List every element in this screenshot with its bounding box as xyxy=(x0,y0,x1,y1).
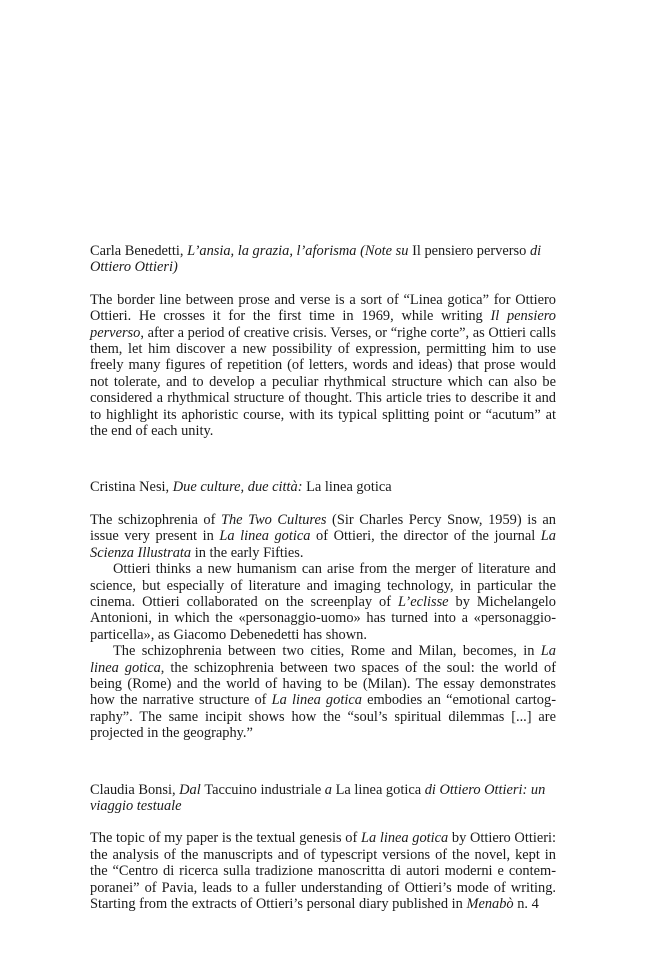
author-name: Cristina Nesi, xyxy=(90,479,173,496)
book-title: Il pensiero perverso xyxy=(412,243,527,259)
abstract-entry-bonsi xyxy=(90,782,556,913)
abstract-text: The schizophrenia between two cities, Rome and Milan, becomes, in xyxy=(113,643,541,660)
abstract-text: The schizophrenia of xyxy=(90,511,221,528)
abstract-text: Ottieri thinks a new humanism can arise from the merger of literature and science, but especially of literature and imaging technology, in particular the cinema. Ottieri collaborated on the screenplay of xyxy=(90,561,556,610)
article-title: a xyxy=(321,781,336,798)
abstract-paragraph xyxy=(90,561,556,643)
abstract-text: (Sir Charles Percy Snow, 1959) is an issue very present in xyxy=(90,511,556,545)
abstract-text: , the schizophrenia between two spaces of the soul: the world of being (Rome) and the world of having to be (Milan). The essay demonstrates how the narrative structure of xyxy=(90,659,557,709)
abstract-text: by Michelangelo Antonioni, in which the «personaggio-uomo» has turned into a «personaggio-particella», as Giacomo Debenedetti has shown. xyxy=(90,593,556,643)
abstract-text: by Ottiero Ottieri: the analysis of the manuscripts and of typescript versions of the novel, kept in the “Centro di ricerca sulla tradizione manoscritta di autori moderni e contemporanei” of Pavia, leads to a fuller understanding of Ottieri’s mode of writing. Starting from the extracts of Ottieri’s personal diary published in xyxy=(90,830,556,912)
abstract-paragraph xyxy=(90,643,556,741)
abstract-text: The topic of my paper is the textual genesis of xyxy=(90,830,361,847)
book-title: La linea gotica xyxy=(335,781,422,798)
entry-heading xyxy=(90,782,556,815)
entry-heading xyxy=(90,243,556,276)
work-title: La linea gotica xyxy=(360,830,449,847)
book-title: Taccuino industriale xyxy=(204,781,322,798)
work-title: L’eclisse xyxy=(397,593,449,610)
article-title-end: di Ottiero Ottieri: un viaggio testuale xyxy=(90,781,546,814)
abstract-text: in the early Fifties. xyxy=(191,544,304,561)
author-name: Carla Benedetti, xyxy=(90,243,188,259)
work-title: La Scienza Illustrata xyxy=(90,528,556,561)
book-title: La linea gotica xyxy=(306,479,392,496)
article-title: Due culture, due città: xyxy=(172,479,307,496)
work-title: La linea gotica xyxy=(90,643,556,676)
work-title: La linea gotica xyxy=(271,692,362,709)
abstract-text: The border line between prose and verse is a sort of “Linea gotica” for Ottiero Ottieri. He crosses it for the first time in 1969, while writing xyxy=(90,291,556,325)
abstract-text: , after a period of creative crisis. Verses, or “righe corte”, as Ottieri calls them, let him discover a new possibility of expression, permitting him to use freely many figures of repetition (of letters, words and ideas) that prose would not tolerate, and to develop a peculiar rhythmical structure which can also be considered a rhythmical structure of thought. This article tries to describe it and to highlight its aphoristic course, with its typical splitting point or “acutum” at the end of each unity. xyxy=(90,324,556,440)
work-title: Il pensiero perverso xyxy=(90,308,556,341)
article-title: L’ansia, la grazia, l’aforisma (Note su xyxy=(187,243,413,259)
abstract-text: embodies an “emotional cartography”. The same incipit shows how the “soul’s spiritual dilemmas [...] are projected in the geography.” xyxy=(90,692,556,742)
abstract-paragraph xyxy=(90,512,556,561)
abstract-paragraph xyxy=(90,830,556,912)
abstract-text: of Ottieri, the director of the journal xyxy=(310,528,541,545)
work-title: La linea gotica xyxy=(219,528,311,545)
author-name: Claudia Bonsi, xyxy=(90,781,180,798)
abstract-paragraph xyxy=(90,292,556,440)
work-title: The Two Cultures xyxy=(220,511,327,528)
article-title: Dal xyxy=(179,781,205,798)
journal-title: Menabò xyxy=(466,896,514,912)
article-title-end: di Ottiero Ottieri) xyxy=(90,243,542,276)
page-body xyxy=(90,243,556,912)
abstract-entry-nesi xyxy=(90,479,556,741)
entry-heading xyxy=(90,479,556,495)
abstract-entry-benedetti xyxy=(90,243,556,439)
abstract-text: n. 4 xyxy=(513,896,539,912)
